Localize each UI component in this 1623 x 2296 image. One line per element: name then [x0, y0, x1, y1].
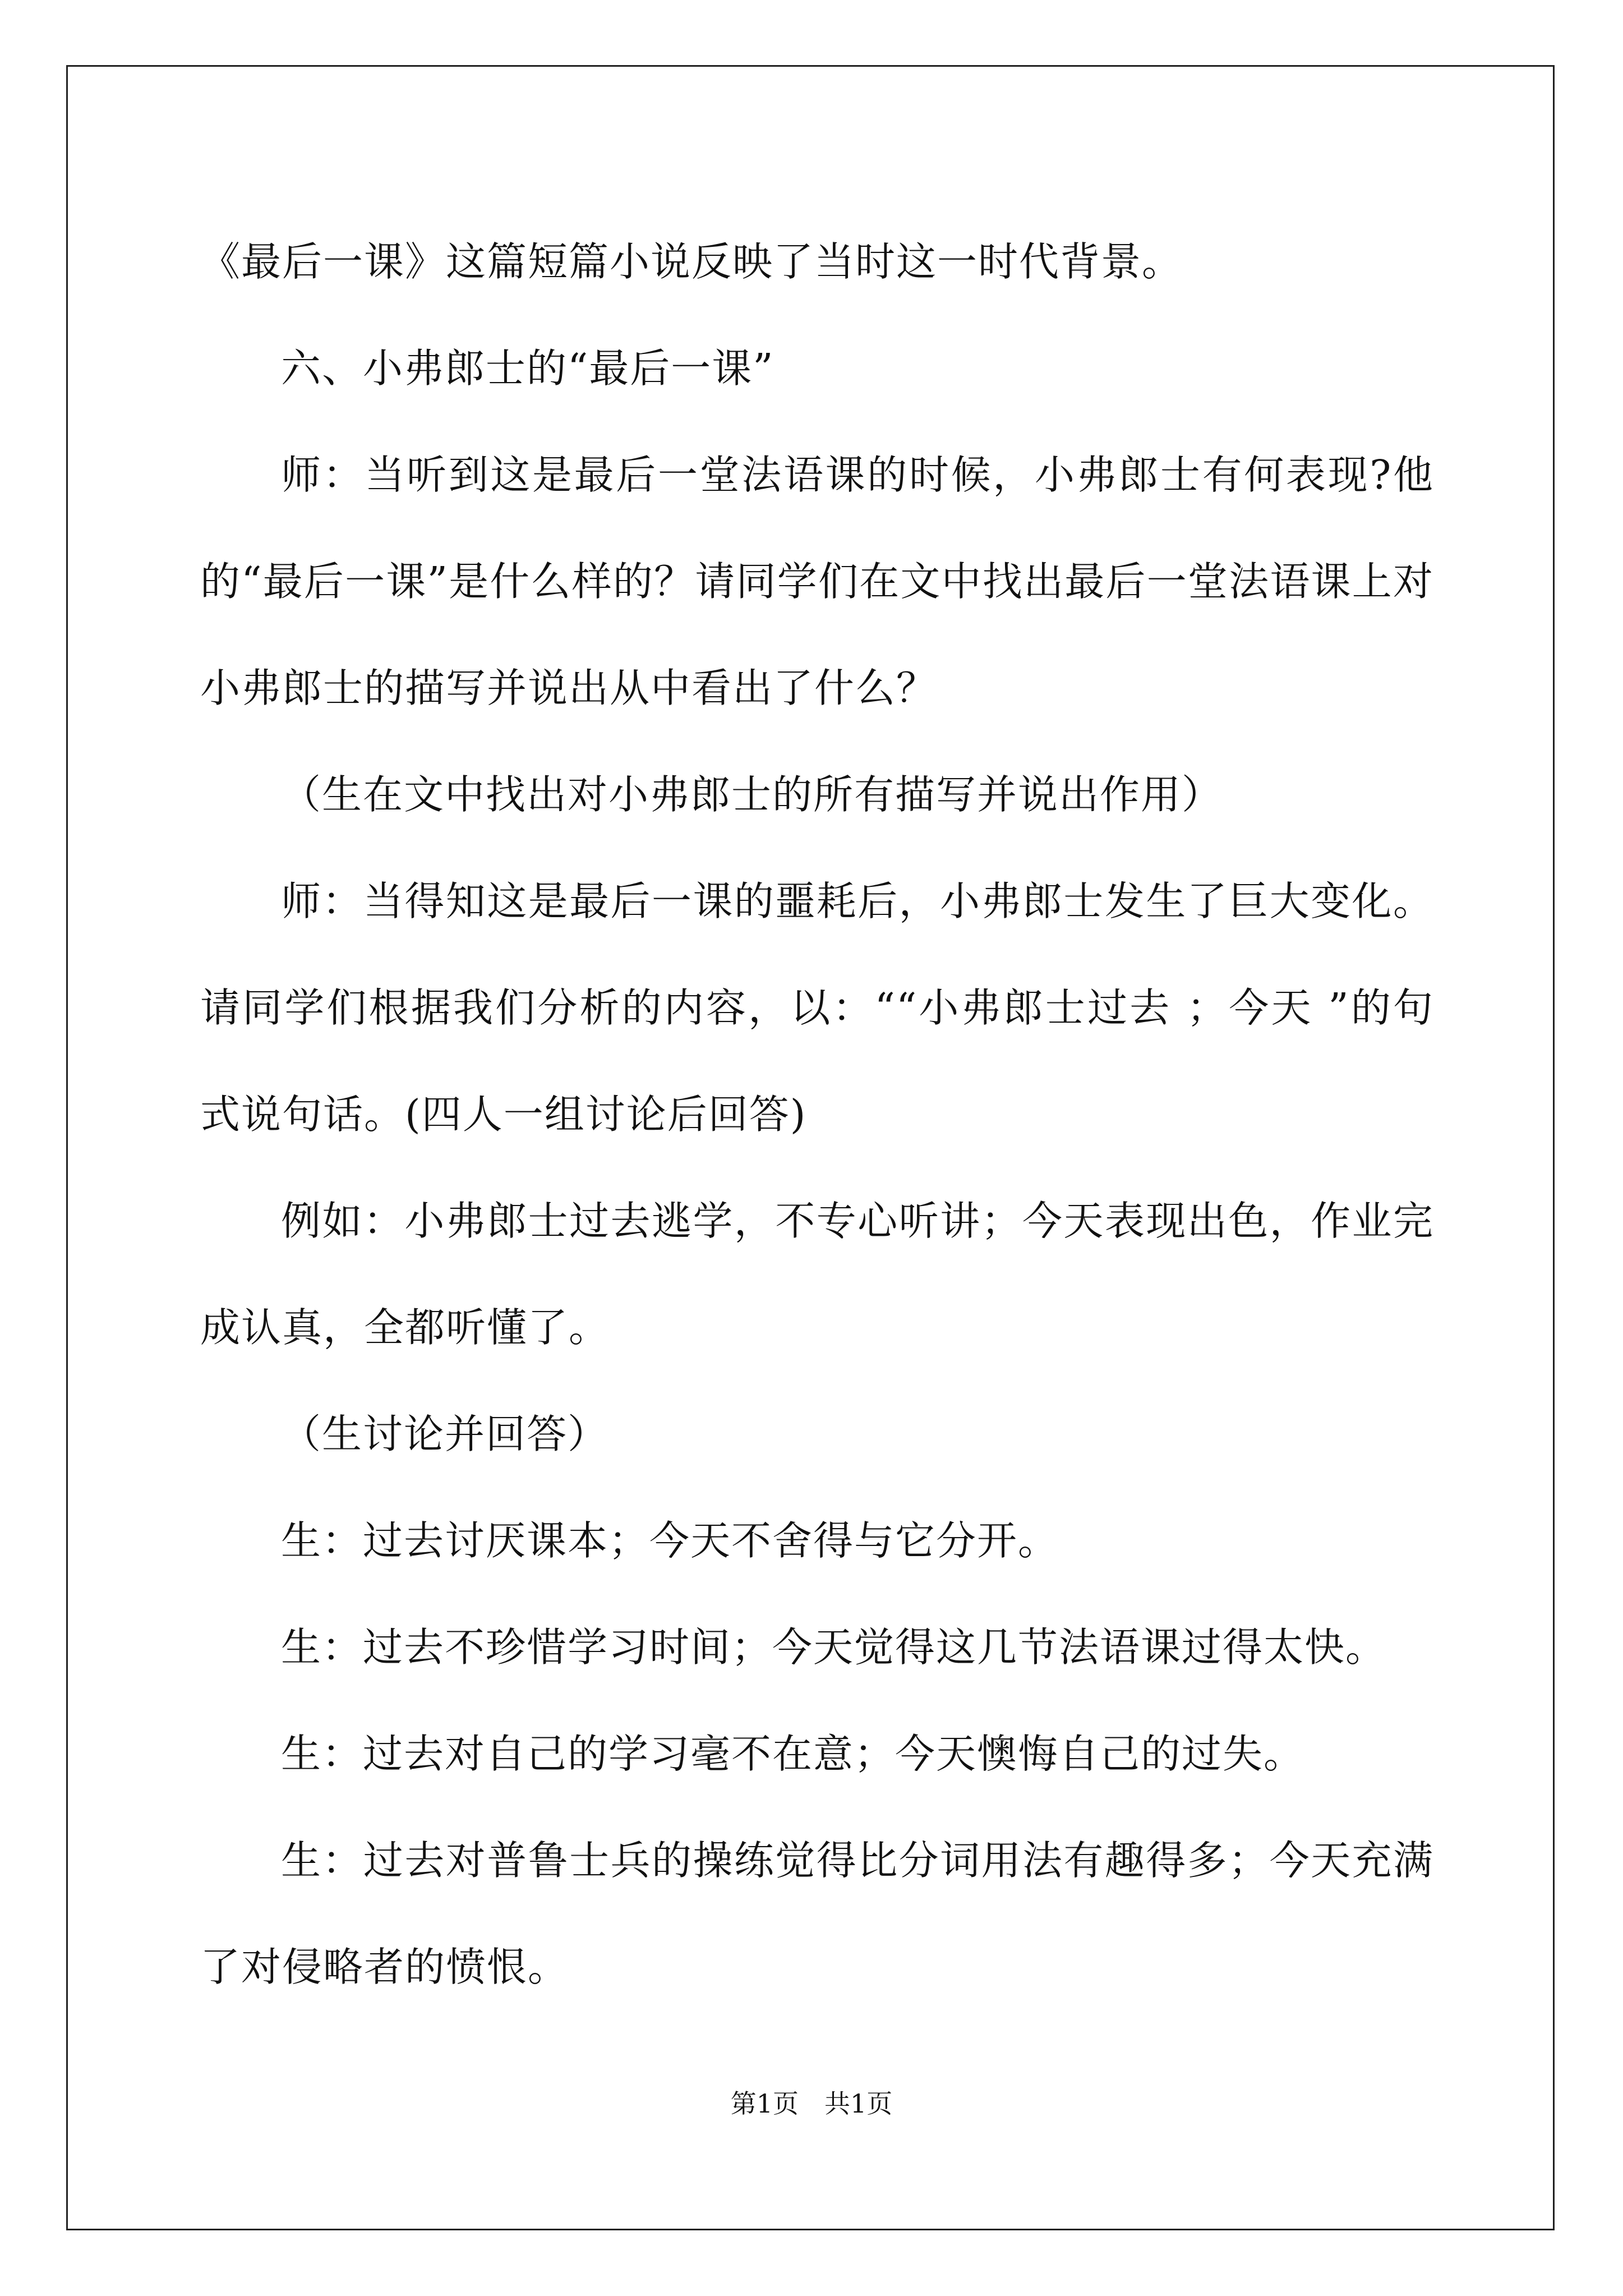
paragraph-8: 生：过去讨厌课本；今天不舍得与它分开。 — [281, 1517, 1059, 1564]
paragraph-10: 生：过去对自己的学习毫不在意；今天懊悔自己的过失。 — [281, 1731, 1305, 1777]
paragraph-9: 生：过去不珍惜学习时间；今天觉得这几节法语课过得太快。 — [281, 1624, 1387, 1671]
paragraph-7: （生讨论并回答） — [281, 1411, 609, 1457]
paragraph-11: 生：过去对普鲁士兵的操练觉得比分词用法有趣得多；今天充满了对侵略者的愤恨。 — [200, 1837, 1434, 1990]
paragraph-2-heading: 六、小弗郎士的“最后一课” — [281, 345, 774, 392]
document-body — [200, 209, 1434, 2021]
paragraph-1: 《最后一课》这篇短篇小说反映了当时这一时代背景。 — [200, 238, 1183, 285]
paragraph-4: （生在文中找出对小弗郎士的所有描写并说出作用） — [281, 771, 1223, 818]
paragraph-3: 师：当听到这是最后一堂法语课的时候，小弗郎士有何表现?他的“最后一课”是什么样的？请同学们在文中找出最后一堂法语课上对小弗郎士的描写并说出从中看出了什么？ — [200, 452, 1434, 711]
paragraph-6: 例如：小弗郎士过去逃学，不专心听讲；今天表现出色，作业完成认真，全都听懂了。 — [200, 1198, 1434, 1351]
page-number-footer: 第1页 共1页 — [730, 2088, 893, 2119]
paragraph-5: 师：当得知这是最后一课的噩耗后，小弗郎士发生了巨大变化。请同学们根据我们分析的内容，以：““小弗郎士过去 ；今天 ”的句式说句话。(四人一组讨论后回答) — [200, 878, 1434, 1138]
